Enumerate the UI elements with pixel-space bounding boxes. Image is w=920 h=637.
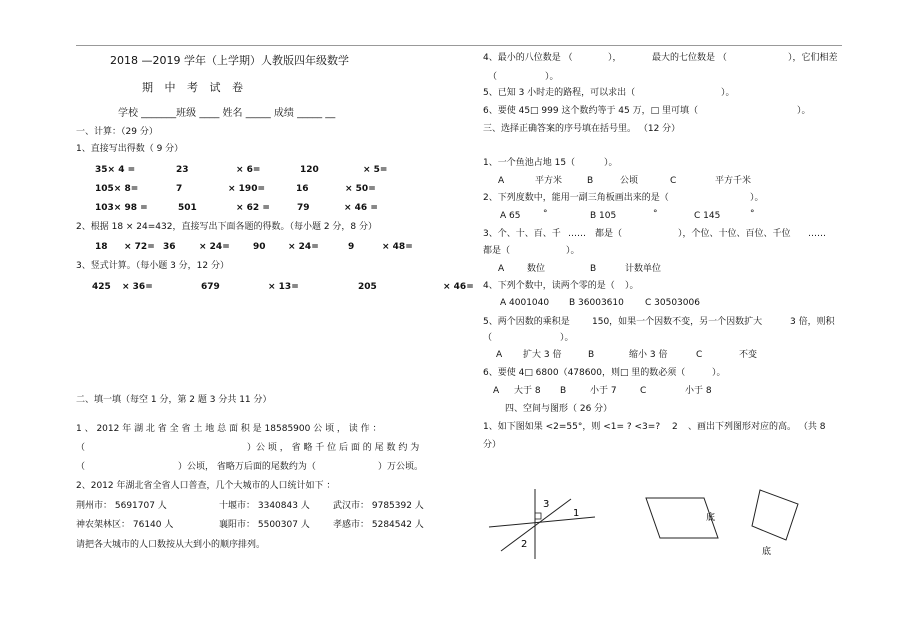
- calc-cell: 35× 4 =: [95, 165, 136, 175]
- option: A: [498, 176, 505, 186]
- angle-label: 1: [573, 508, 580, 519]
- city-entry: 十堰市： 3340843 人: [219, 501, 310, 511]
- option: C 145: [694, 211, 721, 221]
- option: B 105: [590, 211, 617, 221]
- fill-q4b: ），: [608, 53, 622, 63]
- fill-q1-line3b: ）公顷， 省略万后面的尾数约为（: [178, 462, 316, 472]
- choice-5c: 3 倍，则积: [790, 317, 835, 327]
- option: °: [750, 209, 755, 219]
- fill-q2-instruction: 请把各大城市的人口数按从大到小的顺序排列。: [76, 540, 266, 550]
- choice-2: 2、下列度数中，能用一副三角板画出来的是（: [483, 193, 669, 203]
- base-label: 底: [762, 547, 772, 557]
- fill-q4e: （: [488, 72, 498, 82]
- section-1-heading: 一、计算：（29 分）: [76, 127, 158, 137]
- choice-3g: ）。: [566, 246, 580, 256]
- fill-q1-line3a: （: [76, 462, 86, 472]
- calc-cell: 18: [95, 242, 108, 252]
- angle-figure: [483, 485, 603, 560]
- choice-2-close: ）。: [750, 193, 764, 203]
- fill-q2: 2、2012 年湖北省全省人口普查，几个大城市的人口统计如下 ：: [76, 481, 336, 491]
- angle-label: 2: [521, 539, 528, 550]
- option: 公顷: [620, 176, 639, 186]
- angle-label: 3: [543, 499, 550, 510]
- option: A: [493, 386, 500, 396]
- choice-3f: 都是（: [483, 246, 511, 256]
- option: A: [498, 264, 505, 274]
- choice-1-close: ）。: [604, 158, 618, 168]
- choice-5e: ）。: [560, 333, 574, 343]
- option: A: [496, 350, 503, 360]
- calc-cell: × 50=: [345, 184, 376, 194]
- city-entry: 武汉市： 9785392 人: [333, 501, 424, 511]
- option: °: [653, 209, 658, 219]
- calc-cell: × 24=: [199, 242, 230, 252]
- fill-q5b: ）。: [721, 88, 735, 98]
- option: A 4001040: [500, 298, 550, 308]
- quadrilateral-figure: [748, 482, 808, 557]
- choice-3a: 3、个、十、百、千: [483, 229, 561, 239]
- geo-q2-num: 2: [672, 422, 678, 432]
- choice-1: 1、一个鱼池占地 15（: [483, 158, 576, 168]
- option: C: [640, 386, 647, 396]
- fill-q6b: ）。: [797, 106, 811, 116]
- option: 缩小 3 倍: [629, 350, 668, 360]
- calc-cell: 501: [178, 203, 197, 213]
- fill-q1-line3c: ）万公顷。: [378, 462, 424, 472]
- calc-cell: 120: [300, 165, 319, 175]
- geo-q1: 1、如下图如果 <2=55°，则 <1= ? <3=?: [483, 422, 661, 432]
- city-entry: 神农架林区： 76140 人: [76, 520, 174, 530]
- calc-cell: × 46 =: [344, 203, 378, 213]
- fill-q4f: ）。: [545, 72, 559, 82]
- choice-5d: （: [483, 333, 493, 343]
- option: B: [590, 264, 597, 274]
- calc-cell: 90: [253, 242, 266, 252]
- geo-q2: 、画出下列图形对应的高。 （共 8: [688, 422, 826, 432]
- fill-q1-line2b: ）公 顷 ， 省 略 千 位 后 面 的 尾 数 约 为: [247, 443, 420, 453]
- fill-q4c: 最大的七位数是 （: [652, 53, 727, 63]
- calc-cell: 79: [297, 203, 310, 213]
- parallelogram-figure: [640, 490, 725, 550]
- exam-subtitle: 期 中 考 试 卷: [142, 81, 243, 94]
- fill-q1-line2a: （: [76, 443, 86, 453]
- city-entry: 荆州市： 5691707 人: [76, 501, 167, 511]
- option: 平方米: [535, 176, 563, 186]
- option: 大于 8: [514, 386, 541, 396]
- calc-cell: 103× 98 =: [95, 203, 148, 213]
- calc-cell: × 36=: [122, 282, 153, 292]
- option: 扩大 3 倍: [523, 350, 562, 360]
- fill-q6a: 6、要使 45□ 999 这个数约等于 45 万，□ 里可填（: [483, 106, 698, 116]
- fill-q5a: 5、已知 3 小时走的路程，可以求出（: [483, 88, 636, 98]
- calc-cell: 23: [176, 165, 189, 175]
- option: 平方千米: [715, 176, 752, 186]
- section-3-heading: 三、选择正确答案的序号填在括号里。 （12 分）: [483, 124, 681, 134]
- option: B: [560, 386, 567, 396]
- choice-5a: 5、两个因数的乘积是: [483, 317, 570, 327]
- option: 计数单位: [625, 264, 662, 274]
- choice-4-close: ）。: [625, 281, 639, 291]
- option: C 30503006: [645, 298, 700, 308]
- header-rule: [76, 45, 842, 46]
- calc-cell: 7: [176, 184, 183, 194]
- calc-cell: × 5=: [363, 165, 388, 175]
- option: 小于 7: [590, 386, 617, 396]
- calc-cell: 679: [201, 282, 220, 292]
- calc-cell: 105× 8=: [95, 184, 139, 194]
- q1-3: 3、竖式计算。（每小题 3 分，12 分）: [76, 261, 229, 271]
- choice-3b: ……: [568, 229, 586, 239]
- option: C: [670, 176, 677, 186]
- calc-cell: 205: [358, 282, 377, 292]
- calc-cell: × 46=: [443, 282, 474, 292]
- exam-title: 2018 —2019 学年（上学期）人教版四年级数学: [110, 54, 349, 67]
- option: C: [696, 350, 703, 360]
- choice-3c: 都是（: [595, 229, 623, 239]
- calc-cell: × 190=: [228, 184, 266, 194]
- choice-4: 4、下列个数中，读两个零的是（: [483, 281, 615, 291]
- calc-cell: × 48=: [382, 242, 413, 252]
- choice-6-close: ）。: [712, 368, 726, 378]
- choice-5b: 150，如果一个因数不变，另一个因数扩大: [592, 317, 763, 327]
- option: B: [587, 176, 594, 186]
- calc-cell: × 24=: [288, 242, 319, 252]
- q1-2: 2、根据 18 × 24=432，直接写出下面各题的得数。（每小题 2 分，8 分）: [76, 222, 378, 232]
- option: 不变: [739, 350, 758, 360]
- calc-cell: 36: [163, 242, 176, 252]
- option: 小于 8: [685, 386, 712, 396]
- calc-cell: × 13=: [268, 282, 299, 292]
- geo-q2-end: 分）: [483, 440, 502, 450]
- section-4-heading: 四、空间与图形（ 26 分）: [505, 404, 613, 414]
- fill-q4d: ），它们相差: [788, 53, 838, 63]
- calc-cell: × 72=: [124, 242, 155, 252]
- calc-cell: × 62 =: [236, 203, 270, 213]
- student-info: 学校 _______班级 ____ 姓名 _____ 成绩 _____ __: [118, 108, 336, 119]
- option: °: [543, 209, 548, 219]
- choice-6: 6、要使 4□ 6800（478600，则□ 里的数必须（: [483, 368, 686, 378]
- fill-q1-line1: 1 、 2012 年 湖 北 省 全 省 土 地 总 面 积 是 18585900 公 顷 ， 读 作 ：: [76, 424, 382, 434]
- option: B: [588, 350, 595, 360]
- calc-cell: 425: [92, 282, 111, 292]
- q1-1: 1、直接写出得数（ 9 分）: [76, 144, 184, 154]
- calc-cell: 16: [296, 184, 309, 194]
- section-2-heading: 二、填一填（每空 1 分，第 2 题 3 分共 11 分）: [76, 395, 272, 405]
- base-label: 底: [706, 513, 716, 523]
- city-entry: 襄阳市： 5500307 人: [219, 520, 310, 530]
- option: A 65: [500, 211, 521, 221]
- calc-cell: × 6=: [236, 165, 261, 175]
- city-entry: 孝感市： 5284542 人: [333, 520, 424, 530]
- option: 数位: [527, 264, 546, 274]
- fill-q4a: 4、最小的八位数是 （: [483, 53, 573, 63]
- calc-cell: 9: [348, 242, 355, 252]
- choice-3e: ……: [808, 229, 826, 239]
- choice-3d: ），个位、十位、百位、千位: [678, 229, 791, 239]
- option: B 36003610: [569, 298, 624, 308]
